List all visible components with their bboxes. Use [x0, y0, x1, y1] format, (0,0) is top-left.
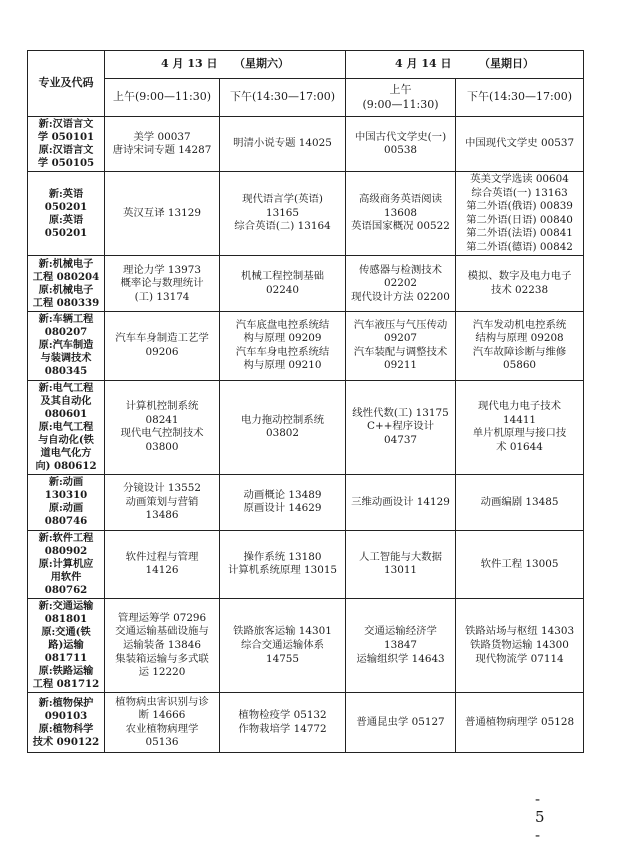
major-cell: 新:交通运输 081801 原:交通(铁 路)运输 081711 原:铁路运输 工程 081712: [28, 599, 105, 693]
schedule-row: [28, 312, 584, 380]
day2-morning-header: 上午 (9:00—11:30): [346, 79, 456, 117]
day2-afternoon-cell: 普通植物病理学 05128: [456, 693, 584, 753]
schedule-row: [28, 693, 584, 753]
day2-morning-cell: 交通运输经济学 13847 运输组织学 14643: [346, 599, 456, 693]
day2-afternoon-cell: 中国现代文学史 00537: [456, 117, 584, 172]
major-cell: 新:英语 050201 原:英语 050201: [28, 172, 105, 256]
schedule-row: [28, 172, 584, 256]
day1-afternoon-header: 下午(14:30—17:00): [220, 79, 346, 117]
day2-afternoon-cell: 模拟、数字及电力电子 技术 02238: [456, 256, 584, 312]
day1-morning-cell: 英汉互译 13129: [105, 172, 220, 256]
schedule-row: [28, 117, 584, 172]
day2-morning-cell: 三维动画设计 14129: [346, 474, 456, 530]
day1-afternoon-cell: 操作系统 13180 计算机系统原理 13015: [220, 530, 346, 598]
day2-header: 4 月 14 日 （星期日）: [346, 51, 584, 79]
day1-afternoon-cell: 汽车底盘电控系统结 构与原理 09209 汽车车身电控系统结 构与原理 09210: [220, 312, 346, 380]
schedule-row: [28, 530, 584, 598]
day2-morning-cell: 线性代数(工) 13175 C++程序设计 04737: [346, 380, 456, 474]
day1-morning-cell: 美学 00037 唐诗宋词专题 14287: [105, 117, 220, 172]
major-cell: 新:动画 130310 原:动画 080746: [28, 474, 105, 530]
day2-morning-cell: 人工智能与大数据 13011: [346, 530, 456, 598]
major-cell: 新:植物保护 090103 原:植物科学 技术 090122: [28, 693, 105, 753]
day1-morning-cell: 管理运筹学 07296 交通运输基础设施与 运输装备 13846 集装箱运输与多式联 运 12220: [105, 599, 220, 693]
date-header-row: [28, 51, 584, 79]
major-header: 专业及代码: [28, 51, 105, 117]
day1-afternoon-cell: 植物检疫学 05132 作物栽培学 14772: [220, 693, 346, 753]
exam-schedule-table: [27, 50, 584, 753]
day1-morning-cell: 植物病虫害识别与诊 断 14666 农业植物病理学 05136: [105, 693, 220, 753]
day2-morning-cell: 传感器与检测技术 02202 现代设计方法 02200: [346, 256, 456, 312]
day1-afternoon-cell: 明清小说专题 14025: [220, 117, 346, 172]
day1-morning-cell: 分镜设计 13552 动画策划与营销 13486: [105, 474, 220, 530]
day1-morning-cell: 计算机控制系统 08241 现代电气控制技术 03800: [105, 380, 220, 474]
day2-morning-cell: 汽车液压与气压传动 09207 汽车装配与调整技术 09211: [346, 312, 456, 380]
day1-afternoon-cell: 铁路旅客运输 14301 综合交通运输体系 14755: [220, 599, 346, 693]
schedule-row: [28, 380, 584, 474]
major-cell: 新:电气工程 及其自动化 080601 原:电气工程 与自动化(铁 道电气化方 向) 080612: [28, 380, 105, 474]
day2-afternoon-cell: 动画编剧 13485: [456, 474, 584, 530]
major-cell: 新:车辆工程 080207 原:汽车制造 与装调技术 080345: [28, 312, 105, 380]
schedule-row: [28, 599, 584, 693]
exam-schedule-page: [27, 50, 575, 844]
day2-morning-cell: 中国古代文学史(一) 00538: [346, 117, 456, 172]
day2-afternoon-cell: 汽车发动机电控系统 结构与原理 09208 汽车故障诊断与维修 05860: [456, 312, 584, 380]
major-cell: 新:软件工程 080902 原:计算机应 用软件 080762: [28, 530, 105, 598]
day1-afternoon-cell: 现代语言学(英语) 13165 综合英语(二) 13164: [220, 172, 346, 256]
day2-morning-cell: 普通昆虫学 05127: [346, 693, 456, 753]
schedule-row: [28, 256, 584, 312]
schedule-row: [28, 474, 584, 530]
day1-header: 4 月 13 日 （星期六）: [105, 51, 346, 79]
day2-afternoon-cell: 铁路站场与枢纽 14303 铁路货物运输 14300 现代物流学 07114: [456, 599, 584, 693]
day1-morning-cell: 理论力学 13973 概率论与数理统计 (工) 13174: [105, 256, 220, 312]
major-cell: 新:汉语言文 学 050101 原:汉语言文 学 050105: [28, 117, 105, 172]
day1-afternoon-cell: 机械工程控制基础 02240: [220, 256, 346, 312]
day1-morning-cell: 软件过程与管理 14126: [105, 530, 220, 598]
major-cell: 新:机械电子 工程 080204 原:机械电子 工程 080339: [28, 256, 105, 312]
day1-afternoon-cell: 动画概论 13489 原画设计 14629: [220, 474, 346, 530]
day1-afternoon-cell: 电力拖动控制系统 03802: [220, 380, 346, 474]
day2-morning-cell: 高级商务英语阅读 13608 英语国家概况 00522: [346, 172, 456, 256]
day2-afternoon-header: 下午(14:30—17:00): [456, 79, 584, 117]
day2-afternoon-cell: 现代电力电子技术 14411 单片机原理与接口技 术 01644: [456, 380, 584, 474]
day2-afternoon-cell: 软件工程 13005: [456, 530, 584, 598]
session-header-row: [28, 79, 584, 117]
day1-morning-cell: 汽车车身制造工艺学 09206: [105, 312, 220, 380]
day2-afternoon-cell: 英美文学选读 00604 综合英语(一) 13163 第二外语(俄语) 00839 第二外语(日语) 00840 第二外语(法语) 00841 第二外语(德语) 00842: [456, 172, 584, 256]
page-number: - 5 -: [535, 790, 547, 844]
day1-morning-header: 上午(9:00—11:30): [105, 79, 220, 117]
